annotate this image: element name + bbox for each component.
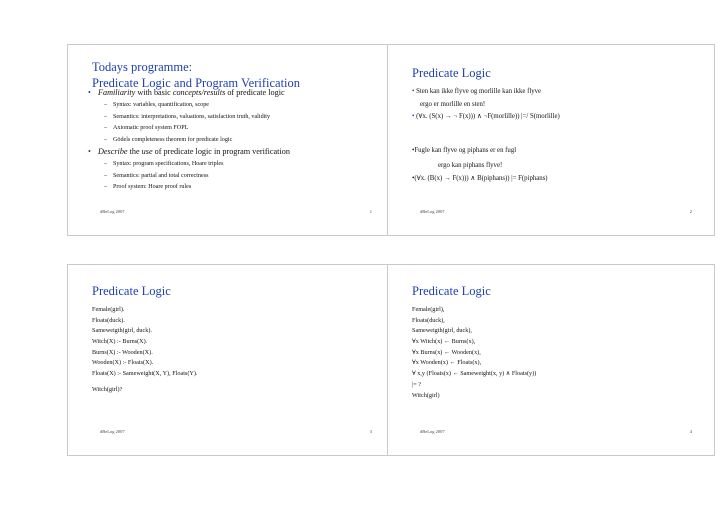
query-line: Witch(girl)? [92, 385, 123, 393]
text-line: •Fugle kan flyve og piphans er en fugl [412, 147, 517, 154]
code-line: Witch(X) :- Burns(X). [92, 338, 148, 346]
bullet-emphasis: Describe [98, 147, 128, 156]
slide-2-title: Predicate Logic [412, 66, 491, 80]
bullet-familiarity [88, 88, 285, 98]
text-line: • Sten kan ikke flyve og morlille kan ikke flyve [412, 88, 542, 95]
bullet-icon: • [412, 113, 417, 120]
sub-item: – Syntax: program specifications, Hoare triples [104, 161, 224, 167]
slide-3[interactable] [67, 264, 395, 456]
formula-line: Witch(girl) [412, 391, 440, 399]
footer-label: dBeLog 2007 [100, 429, 125, 434]
bullet-text: the [127, 147, 142, 156]
bullet-emphasis: Familiarity [98, 88, 136, 97]
bullet-text: of predicate logic [225, 88, 285, 97]
code-line: Female(girl). [92, 306, 125, 313]
page-number: 4 [689, 429, 692, 434]
formula-line: •(∀x. (B(x) → F(x))) ∧ B(piphans)) |= F(piphans) [412, 175, 548, 182]
bullet-icon: • [88, 147, 91, 156]
bullet-text: with basic [135, 88, 173, 97]
slide-footer [100, 209, 372, 219]
code-line: Floats(duck). [92, 316, 125, 324]
prolog-program [92, 305, 197, 396]
page-number: 1 [369, 209, 372, 214]
sub-item: – Semantics: partial and total correctness [104, 172, 209, 179]
slide-4-title: Predicate Logic [412, 284, 491, 298]
bullet-emphasis: concepts/results [172, 88, 226, 97]
sub-item: – Syntax: variables, quantification, scope [104, 102, 209, 108]
bullet-describe [88, 147, 290, 157]
bullet-icon: • [88, 88, 91, 97]
sub-item: – Proof system: Hoare proof rules [104, 184, 192, 190]
formula-line: Floats(duck), [412, 316, 445, 324]
page-number: 3 [369, 429, 372, 434]
footer-label: dBeLog 2007 [420, 429, 445, 434]
formula-line: ∀x Burns(x) ← Wooden(x), [412, 348, 481, 356]
bullet-icon: • [412, 88, 417, 95]
slide-3-title: Predicate Logic [92, 284, 171, 298]
formula-line: ∀x Witch(x) ← Burns(x), [412, 338, 476, 346]
formula-line: ∀ x,y (Floats(x) ← Sameweight(x, y) ∧ Floats(y)) [412, 370, 537, 378]
code-line: Wooden(X) :- Floats(X). [92, 359, 154, 367]
slide-1-title-line-2: Predicate Logic and Program Verification [92, 76, 301, 90]
slide-footer [100, 429, 372, 439]
text-line: ergo er morlille en sten! [420, 101, 486, 108]
footer-label: dBeLog 2007 [420, 209, 445, 214]
formula-line: ∀x Wooden(x) ← Floats(x), [412, 359, 482, 367]
formula-line: Sameweigth(girl, duck), [412, 327, 472, 335]
slide-1-title [92, 59, 300, 91]
slide-1-title-line-1: Todays programme: [92, 60, 193, 74]
slide-footer [420, 209, 692, 219]
bullet-emphasis: use [141, 147, 153, 156]
slide-4[interactable] [387, 264, 715, 456]
slide-2[interactable] [387, 44, 715, 236]
code-line: Burns(X) :- Wooden(X). [92, 348, 153, 356]
bullet-text: of predicate logic in program verification [152, 147, 290, 156]
sub-item: – Gödels completeness theorem for predicate logic [104, 136, 233, 143]
sub-item: – Axiomatic proof system FOPL [104, 125, 189, 131]
slide-footer [420, 429, 692, 439]
formula-line: Female(girl), [412, 306, 445, 313]
code-line: Floats(X) :- Sameweight(X, Y), Floats(Y). [92, 370, 198, 378]
page-number: 2 [689, 209, 692, 214]
text-line: ergo kan piphans flyve! [438, 162, 503, 169]
sub-item: – Semantics: interpretations, valuations, satisfaction truth, validity [104, 113, 271, 120]
logic-formulas [412, 305, 536, 401]
slide-1[interactable] [67, 44, 395, 236]
footer-label: dBeLog 2007 [100, 209, 125, 214]
code-line: Sameweigth(girl, duck). [92, 327, 152, 335]
formula-line: • (∀x. (S(x) → ¬ F(x))) ∧ ¬F(morlille)) |=/ S(morlille) [412, 113, 560, 120]
formula-line: |= ? [412, 380, 422, 388]
